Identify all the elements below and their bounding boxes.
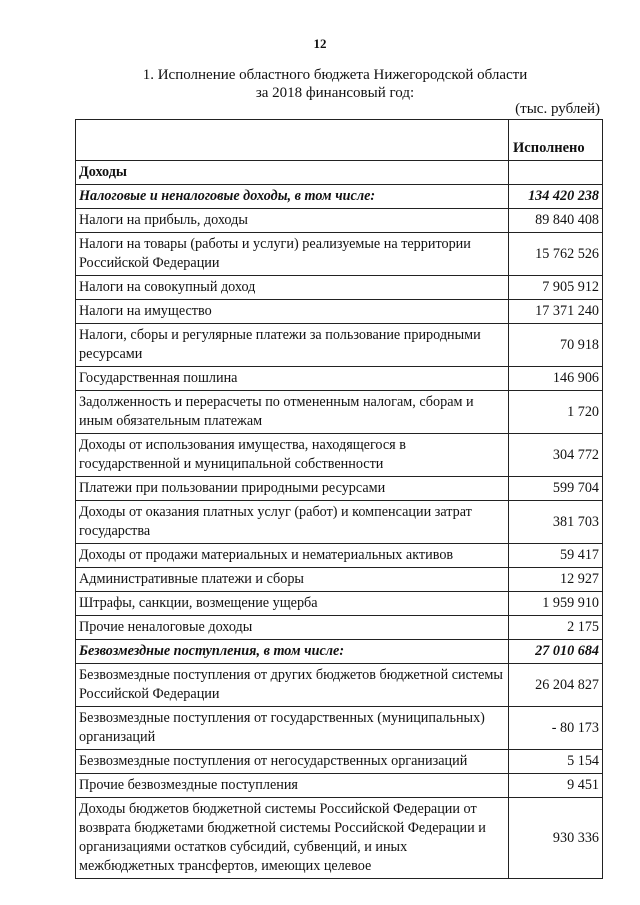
row-value: 17 371 240 — [509, 300, 603, 324]
row-name: Доходы от оказания платных услуг (работ) и компенсации затрат государства — [76, 501, 509, 544]
table-row — [76, 568, 603, 592]
row-value: 304 772 — [509, 434, 603, 477]
title-line-1: 1. Исполнение областного бюджета Нижегородской области — [142, 67, 528, 83]
row-value: 7 905 912 — [509, 276, 603, 300]
row-name: Налоги на совокупный доход — [76, 276, 509, 300]
row-name: Доходы от продажи материальных и нематериальных активов — [76, 544, 509, 568]
row-name: Административные платежи и сборы — [76, 568, 509, 592]
row-value: 2 175 — [509, 616, 603, 640]
section-row-income — [76, 161, 603, 185]
section-label: Доходы — [76, 161, 509, 185]
header-name-cell — [76, 120, 509, 161]
table-row — [76, 434, 603, 477]
row-name: Прочие неналоговые доходы — [76, 616, 509, 640]
table-row — [76, 477, 603, 501]
row-name: Безвозмездные поступления от государственных (муниципальных) организаций — [76, 707, 509, 750]
row-value: 930 336 — [509, 798, 603, 879]
table-row — [76, 592, 603, 616]
row-value: 381 703 — [509, 501, 603, 544]
table-row — [76, 798, 603, 879]
table-row — [76, 233, 603, 276]
row-name: Государственная пошлина — [76, 367, 509, 391]
table-row — [76, 501, 603, 544]
table-row — [76, 367, 603, 391]
row-value: 9 451 — [509, 774, 603, 798]
row-value: 27 010 684 — [509, 640, 603, 664]
table-row — [76, 209, 603, 233]
row-value: 59 417 — [509, 544, 603, 568]
row-value: 1 959 910 — [509, 592, 603, 616]
row-value: 12 927 — [509, 568, 603, 592]
row-name: Платежи при пользовании природными ресурсами — [76, 477, 509, 501]
row-name: Задолженность и перерасчеты по отмененным налогам, сборам и иным обязательным платежам — [76, 391, 509, 434]
row-value: 134 420 238 — [509, 185, 603, 209]
row-value: 26 204 827 — [509, 664, 603, 707]
row-value: 146 906 — [509, 367, 603, 391]
table-row — [76, 185, 603, 209]
row-value: 89 840 408 — [509, 209, 603, 233]
row-name: Налоговые и неналоговые доходы, в том числе: — [76, 185, 509, 209]
row-value: - 80 173 — [509, 707, 603, 750]
title-line-2: за 2018 финансовый год: — [255, 85, 415, 101]
table-row — [76, 616, 603, 640]
row-name: Налоги на прибыль, доходы — [76, 209, 509, 233]
row-name: Безвозмездные поступления от негосударственных организаций — [76, 750, 509, 774]
table-row — [76, 707, 603, 750]
row-value: 15 762 526 — [509, 233, 603, 276]
table-row — [76, 324, 603, 367]
row-name: Прочие безвозмездные поступления — [76, 774, 509, 798]
table-row — [76, 640, 603, 664]
document-title — [120, 66, 550, 102]
table-row — [76, 391, 603, 434]
row-value: 70 918 — [509, 324, 603, 367]
budget-table — [75, 119, 603, 879]
section-value-cell — [509, 161, 603, 185]
row-name: Безвозмездные поступления от других бюджетов бюджетной системы Российской Федерации — [76, 664, 509, 707]
table-row — [76, 750, 603, 774]
row-name: Налоги, сборы и регулярные платежи за пользование природными ресурсами — [76, 324, 509, 367]
table-row — [76, 544, 603, 568]
table-row — [76, 276, 603, 300]
row-value: 5 154 — [509, 750, 603, 774]
header-value-cell: Исполнено — [509, 120, 603, 161]
table-row — [76, 300, 603, 324]
row-name: Доходы от использования имущества, находящегося в государственной и муниципальной собственности — [76, 434, 509, 477]
table-row — [76, 774, 603, 798]
table-row — [76, 664, 603, 707]
units-label: (тыс. рублей) — [515, 101, 600, 117]
row-name: Налоги на товары (работы и услуги) реализуемые на территории Российской Федерации — [76, 233, 509, 276]
row-name: Штрафы, санкции, возмещение ущерба — [76, 592, 509, 616]
row-name: Доходы бюджетов бюджетной системы Российской Федерации от возврата бюджетами бюджетной системы Российской Федерации и организациями остатков субсидий, субвенций, и иных межбюджетных трансфертов, имеющих целевое — [76, 798, 509, 879]
row-value: 1 720 — [509, 391, 603, 434]
row-name: Налоги на имущество — [76, 300, 509, 324]
row-value: 599 704 — [509, 477, 603, 501]
table-header-row — [76, 120, 603, 161]
row-name: Безвозмездные поступления, в том числе: — [76, 640, 509, 664]
page-number: 12 — [313, 36, 327, 51]
